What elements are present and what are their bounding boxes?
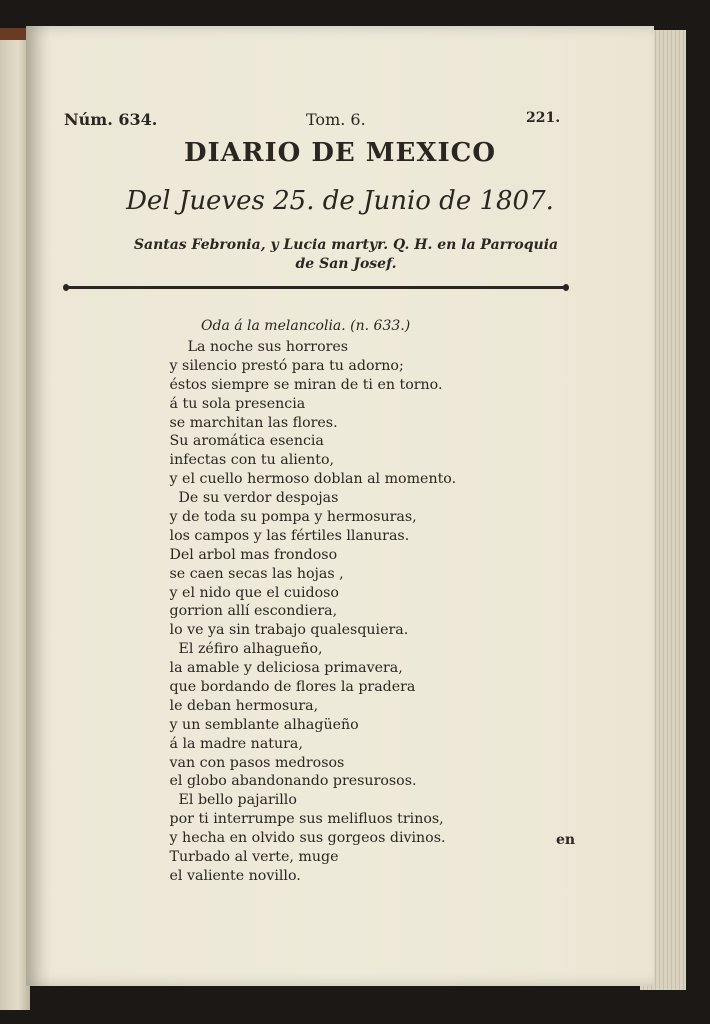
poem-line: se marchitan las flores.	[156, 414, 338, 431]
poem-line: El zéfiro alhagueño,	[156, 641, 323, 658]
poem-line: y un semblante alhagüeño	[156, 716, 359, 733]
ornamental-rule	[66, 286, 566, 289]
poem-line: infectas con tu aliento,	[156, 452, 335, 469]
poem-line: el globo abandonando presurosos.	[156, 773, 417, 790]
volume-number: Tom. 6.	[306, 110, 366, 129]
newspaper-title: DIARIO DE MEXICO	[183, 138, 497, 168]
issue-number: Núm. 634.	[64, 110, 158, 129]
poem-line: lo ve ya sin trabajo qualesquiera.	[156, 622, 409, 639]
page-number: 221.	[526, 110, 561, 126]
poem-line: Del arbol mas frondoso	[156, 546, 338, 563]
poem-line: y de toda su pompa y hermosuras,	[156, 509, 417, 526]
poem-line: que bordando de flores la pradera	[156, 679, 416, 696]
poem-line: y silencio prestó para tu adorno;	[156, 357, 404, 374]
poem-line: Turbado al verte, muge	[156, 849, 339, 866]
newspaper-page	[26, 26, 654, 986]
poem-line: á la madre natura,	[156, 735, 303, 752]
page-header	[26, 110, 654, 134]
poem-line: y el cuello hermoso doblan al momento.	[156, 471, 457, 488]
saints-line-2: de San Josef.	[295, 256, 397, 272]
saints-of-day	[66, 236, 626, 274]
poem-line: gorrion allí escondiera,	[156, 603, 338, 620]
poem-line: éstos siempre se miran de ti en torno.	[156, 376, 443, 393]
poem-title: Oda á la melancolia. (n. 633.)	[201, 318, 411, 334]
poem-line: le deban hermosura,	[156, 697, 319, 714]
poem-line: por ti interrumpe sus melifluos trinos,	[156, 811, 444, 828]
poem-line: y el nido que el cuidoso	[156, 584, 339, 601]
issue-date: Del Jueves 25. de Junio de 1807.	[126, 186, 554, 216]
poem-line: el valiente novillo.	[156, 867, 301, 884]
poem-line: los campos y las fértiles llanuras.	[156, 527, 410, 544]
poem-line: La noche sus horrores	[156, 339, 349, 355]
poem-line: la amable y deliciosa primavera,	[156, 660, 403, 677]
poem-line: se caen secas las hojas ,	[156, 565, 344, 582]
poem-line: El bello pajarillo	[156, 792, 297, 809]
poem-line: á tu sola presencia	[156, 395, 306, 412]
poem-line: De su verdor despojas	[156, 490, 339, 507]
poem-line: Su aromática esencia	[156, 433, 324, 450]
poem-line: van con pasos medrosos	[156, 754, 345, 771]
poem-line: y hecha en olvido sus gorgeos divinos.	[156, 830, 446, 847]
poem-body	[156, 338, 636, 886]
catchword: en	[556, 832, 576, 848]
saints-line-1: Santas Febronia, y Lucia martyr. Q. H. en la Parroquia	[133, 237, 559, 253]
